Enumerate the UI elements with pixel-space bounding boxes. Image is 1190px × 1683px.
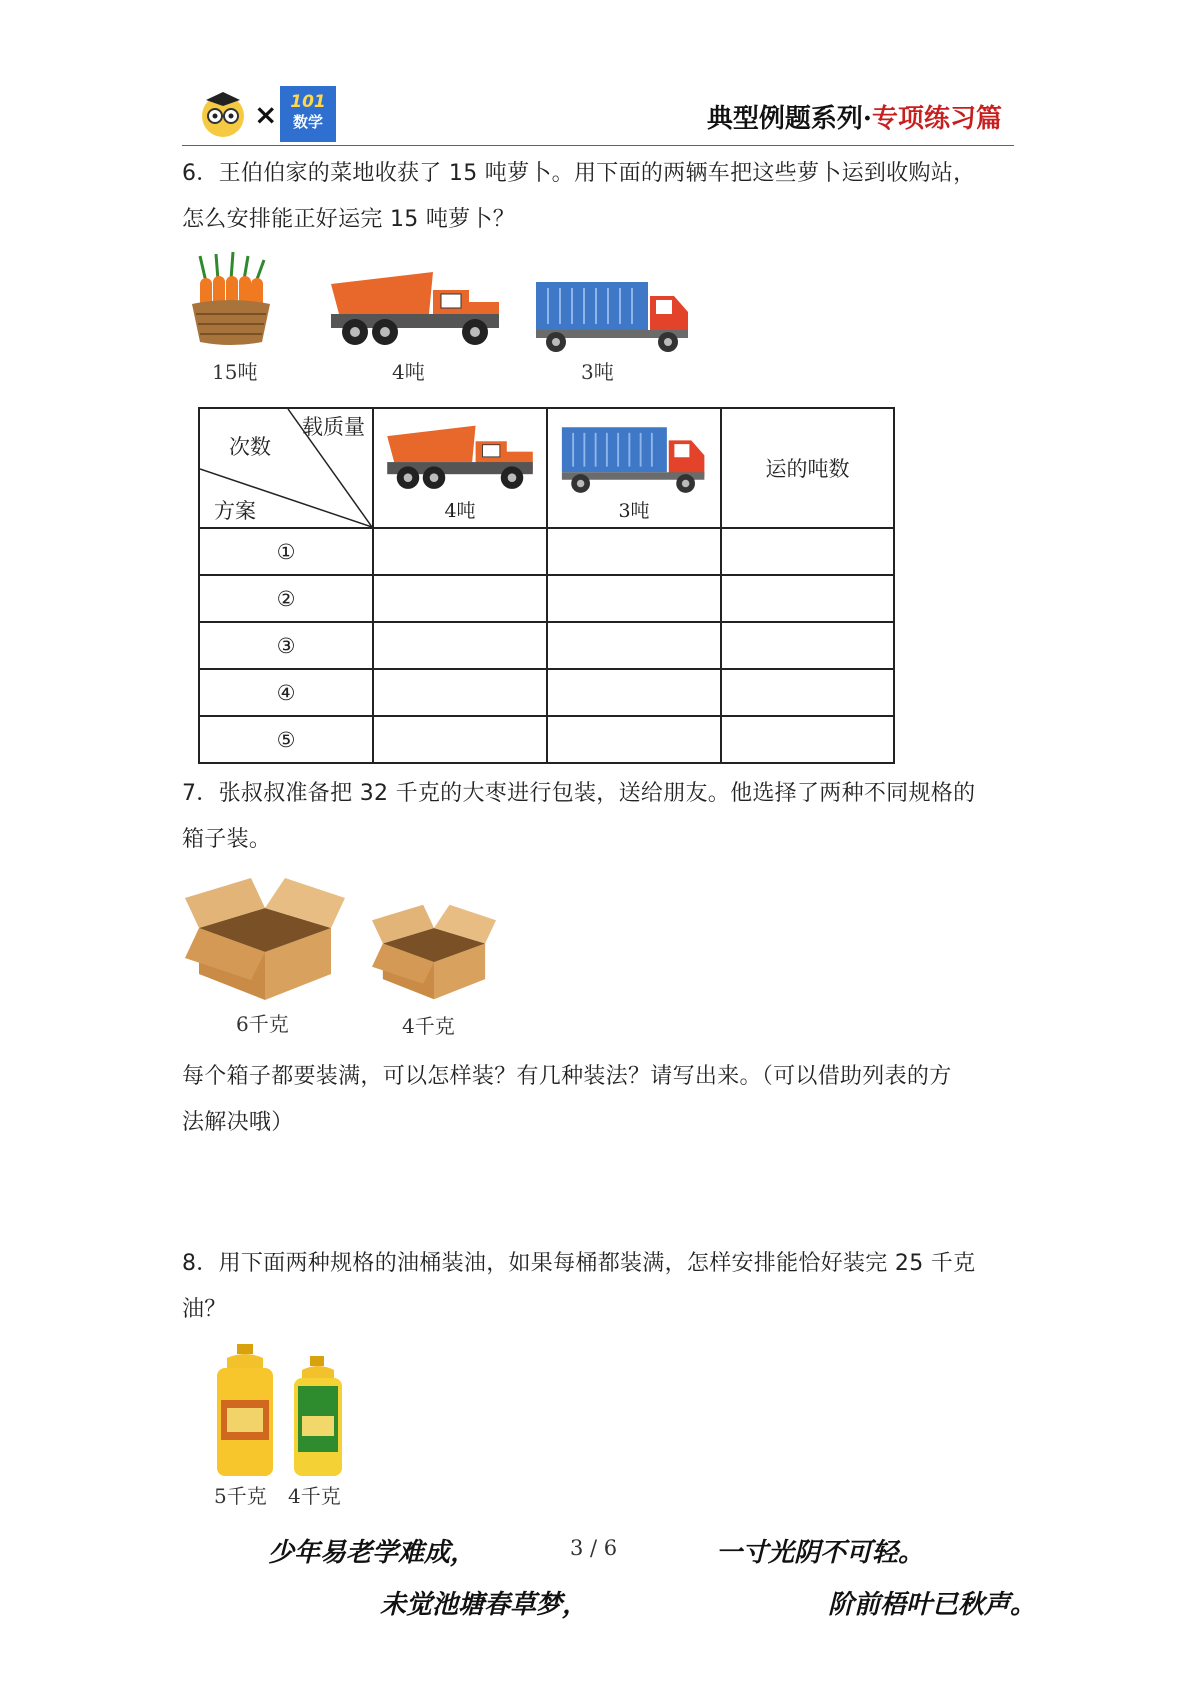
oil-jug-4kg-caption: 4千克 <box>288 1484 341 1508</box>
row-label: ④ <box>199 669 373 716</box>
q7-question-line2: 法解决哦） <box>182 1110 294 1135</box>
oil-jug-5kg-caption: 5千克 <box>214 1484 267 1508</box>
col-header-total: 运的吨数 <box>721 408 894 528</box>
answer-cell[interactable] <box>373 716 547 763</box>
answer-cell[interactable] <box>373 528 547 575</box>
blue-container-truck-icon <box>560 427 710 495</box>
col-header-blue-truck-label: 3吨 <box>618 500 650 522</box>
answer-cell[interactable] <box>373 669 547 716</box>
math-101-logo <box>280 86 336 142</box>
answer-cell[interactable] <box>721 669 894 716</box>
table-row <box>199 622 894 669</box>
logo-separator: × <box>254 98 278 131</box>
answer-cell[interactable] <box>721 575 894 622</box>
oil-jug-4kg-icon <box>292 1356 344 1482</box>
q6-text-line2: 怎么安排能正好运完 15 吨萝卜？ <box>182 207 516 232</box>
answer-cell[interactable] <box>547 575 721 622</box>
carrot-basket-icon <box>186 252 276 352</box>
answer-cell[interactable] <box>547 622 721 669</box>
answer-cell[interactable] <box>721 716 894 763</box>
answer-cell[interactable] <box>547 716 721 763</box>
q7-text-line1: 7．张叔叔准备把 32 千克的大枣进行包装，送给朋友。他选择了两种不同规格的 <box>182 781 976 806</box>
table-row <box>199 669 894 716</box>
blue-truck-capacity-caption: 3吨 <box>581 360 614 384</box>
q7-text-line2: 箱子装。 <box>182 827 272 852</box>
q8-text-line2: 油？ <box>182 1297 227 1322</box>
poem-line-2: 一寸光阴不可轻。 <box>716 1538 925 1568</box>
table-row <box>199 575 894 622</box>
orange-dump-truck-icon <box>380 417 540 495</box>
answer-cell[interactable] <box>721 622 894 669</box>
orange-dump-truck-icon <box>325 262 505 356</box>
header-title-series: 典型例题系列· <box>706 104 872 134</box>
row-label: ① <box>199 528 373 575</box>
small-box-icon <box>372 900 496 1008</box>
poem-line-4: 阶前梧叶已秋声。 <box>828 1590 1037 1620</box>
blue-container-truck-icon <box>534 282 694 358</box>
row-label: ③ <box>199 622 373 669</box>
page-number: 3 / 6 <box>570 1536 618 1560</box>
q6-text-line1: 6．王伯伯家的菜地收获了 15 吨萝卜。用下面的两辆车把这些萝卜运到收购站， <box>182 161 976 186</box>
q6-plan-table <box>198 407 895 764</box>
logo-text-101: 101 <box>290 92 326 112</box>
oil-jug-5kg-icon <box>213 1344 277 1482</box>
header-title <box>707 98 1002 135</box>
col-header-blue-truck <box>547 408 721 528</box>
large-box-icon <box>185 874 345 1008</box>
poem-line-3: 未觉池塘春草梦， <box>380 1590 589 1620</box>
diag-label-plan: 方案 <box>214 499 256 523</box>
diag-label-load: 载质量 <box>302 415 365 439</box>
answer-cell[interactable] <box>373 575 547 622</box>
large-box-caption: 6千克 <box>236 1012 289 1036</box>
owl-logo-icon <box>198 88 248 138</box>
small-box-caption: 4千克 <box>402 1014 455 1038</box>
poem-line-1: 少年易老学难成， <box>268 1538 477 1568</box>
header-divider <box>182 145 1014 146</box>
answer-cell[interactable] <box>373 622 547 669</box>
carrot-weight-caption: 15吨 <box>212 360 258 384</box>
q8-text-line1: 8．用下面两种规格的油桶装油，如果每桶都装满，怎样安排能恰好装完 25 千克 <box>182 1251 976 1276</box>
col-header-orange-truck <box>373 408 547 528</box>
q7-question-line1: 每个箱子都要装满，可以怎样装？有几种装法？请写出来。（可以借助列表的方 <box>182 1064 952 1089</box>
table-row <box>199 716 894 763</box>
answer-cell[interactable] <box>547 669 721 716</box>
header-title-practice: 专项练习篇 <box>871 104 1002 134</box>
diagonal-header-cell <box>199 408 373 528</box>
answer-cell[interactable] <box>721 528 894 575</box>
row-label: ② <box>199 575 373 622</box>
answer-cell[interactable] <box>547 528 721 575</box>
logo-text-math: 数学 <box>292 113 323 131</box>
col-header-orange-truck-label: 4吨 <box>444 500 476 522</box>
row-label: ⑤ <box>199 716 373 763</box>
orange-truck-capacity-caption: 4吨 <box>392 360 425 384</box>
table-header-row <box>199 408 894 528</box>
table-row <box>199 528 894 575</box>
diag-label-times: 次数 <box>229 435 271 459</box>
